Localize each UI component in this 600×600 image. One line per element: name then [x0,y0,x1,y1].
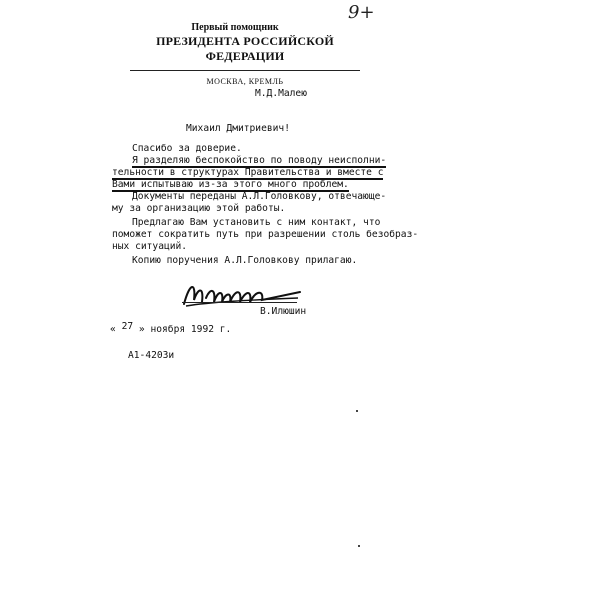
letterhead-title: Первый помощник [191,22,279,33]
body-line-p3-2: му за организацию этой работы. [112,203,286,214]
underlined-text: Я разделяю беспокойство по поводу неисполни- [132,155,387,166]
letterhead [120,22,370,86]
body-line-p4-1: Предлагаю Вам установить с ним контакт, что [132,217,381,228]
body-line-p4-2: поможет сократить путь при разрешении столь безобраз- [112,229,419,240]
handwritten-corner-mark: 9+ [348,2,375,23]
body-line-p2-2 [112,167,383,179]
date-day: 27 [121,321,134,332]
underlined-text: Вами испытываю из-за этого много проблем. [112,179,349,190]
body-line-p3-1: Документы переданы А.Л.Головкову, отвечающе- [132,191,387,202]
date-open-quote: « [110,324,116,335]
body-line-p2-3 [112,179,349,191]
addressee: М.Д.Малею [255,88,307,99]
signatory-name: В.Илюшин [260,306,307,317]
body-line-p4-3: ных ситуаций. [112,241,188,252]
date-close-quote: » [138,324,145,335]
signature-underline [182,302,297,303]
body-line-p2-1 [132,155,386,167]
date-line [110,321,232,336]
letterhead-location: МОСКВА, КРЕМЛЬ [206,77,284,86]
date-rest: ноября 1992 г. [150,324,232,335]
reference-number: А1-4203и [128,350,175,361]
salutation: Михаил Дмитриевич! [186,123,290,134]
scan-speck [358,545,360,547]
letterhead-org: ПРЕЗИДЕНТА РОССИЙСКОЙ ФЕДЕРАЦИИ [156,34,334,63]
underlined-text: тельности в структурах Правительства и вместе с [112,167,384,178]
body-paragraph-1: Спасибо за доверие. [132,143,242,154]
body-paragraph-5: Копию поручения А.Л.Головкову прилагаю. [132,255,358,266]
letterhead-divider [130,70,360,71]
scan-speck [356,410,358,412]
